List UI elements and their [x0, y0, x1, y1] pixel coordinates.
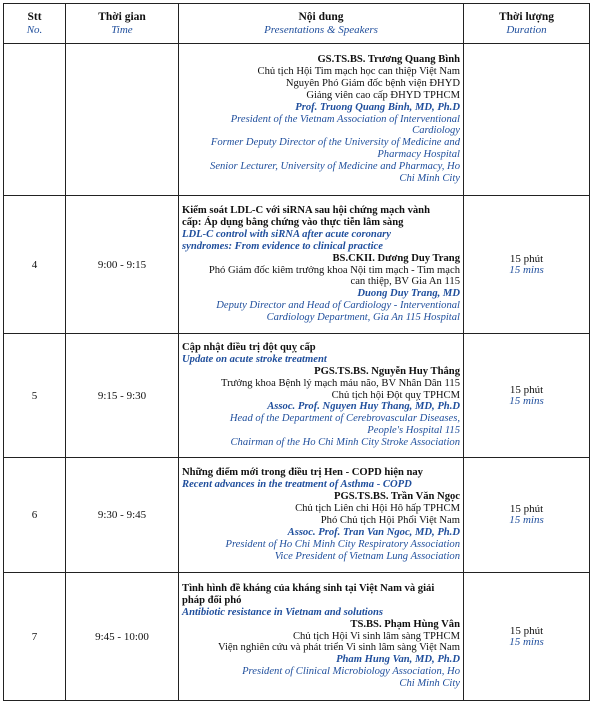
- header-time-vi: Thời gian: [98, 10, 146, 23]
- talk-title-en: LDL-C control with siRNA after acute coronary: [182, 228, 391, 240]
- speaker-name-vi: PGS.TS.BS. Nguyễn Huy Thắng: [314, 365, 460, 377]
- duration-vi: 15 phút: [509, 383, 544, 396]
- row-content: [179, 44, 464, 196]
- duration-vi: 15 phút: [509, 503, 544, 515]
- talk-title-en: Antibiotic resistance in Vietnam and solutions: [182, 606, 384, 618]
- row-time: 9:00 - 9:15: [66, 196, 179, 334]
- row-time: 9:30 - 9:45: [66, 458, 179, 573]
- speaker-role-en: Cardiology Department, Gia An 115 Hospital: [266, 312, 460, 324]
- speaker-name-en: Pham Hung Van, MD, Ph.D: [336, 654, 460, 666]
- speaker-role-en: Senior Lecturer, University of Medicine and Pharmacy, Ho: [210, 161, 460, 173]
- speaker-role-en: Chairman of the Ho Chi Minh City Stroke Association: [230, 437, 460, 449]
- header-content-vi: Nội dung: [298, 10, 344, 23]
- header-time-en: Time: [111, 23, 133, 36]
- row-time: [66, 44, 179, 196]
- speaker-name-en: Duong Duy Trang, MD: [357, 288, 460, 300]
- agenda-row: [4, 196, 590, 334]
- speaker-role-en: Chi Minh City: [399, 173, 460, 185]
- speaker-name-en: Assoc. Prof. Nguyen Huy Thang, MD, Ph.D: [267, 401, 460, 413]
- speaker-role-vi: Chủ tịch Hội Vi sinh lâm sàng TPHCM: [292, 630, 460, 642]
- agenda-row: [4, 573, 590, 701]
- speaker-role-en: Chi Minh City: [399, 678, 460, 690]
- speaker-name-vi: BS.CKII. Dương Duy Trang: [332, 252, 460, 264]
- header-content: [179, 4, 464, 44]
- agenda-row: [4, 458, 590, 573]
- talk-title-vi: Những điểm mới trong điều trị Hen - COPD hiện nay: [182, 467, 423, 479]
- talk-title-en: Recent advances in the treatment of Asthma - COPD: [182, 479, 412, 491]
- speaker-role-en: Head of the Department of Cerebrovascular Diseases,: [229, 413, 460, 425]
- row-number: 7: [4, 573, 66, 701]
- header-duration-en: Duration: [506, 23, 547, 36]
- speaker-role-en: Former Deputy Director of the University of Medicine and: [210, 137, 460, 149]
- duration-en: 15 mins: [509, 514, 544, 526]
- header-row: [4, 4, 590, 44]
- talk-title-vi: pháp đối phó: [182, 594, 242, 606]
- speaker-role-en: Pharmacy Hospital: [377, 149, 460, 161]
- speaker-role-vi: Chủ tịch hội Đột quỵ TPHCM: [331, 389, 460, 401]
- talk-title-vi: Kiểm soát LDL-C với siRNA sau hội chứng mạch vành: [182, 204, 430, 216]
- row-number: 6: [4, 458, 66, 573]
- row-number: 5: [4, 334, 66, 458]
- row-time: 9:15 - 9:30: [66, 334, 179, 458]
- row-duration: [464, 44, 590, 196]
- speaker-name-vi: PGS.TS.BS. Trần Văn Ngọc: [334, 491, 460, 503]
- talk-title-en: Update on acute stroke treatment: [182, 353, 327, 365]
- talk-title-en: syndromes: From evidence to clinical practice: [182, 240, 383, 252]
- speaker-role-en: People's Hospital 115: [367, 425, 460, 437]
- row-content: [179, 573, 464, 701]
- row-duration: [464, 458, 590, 573]
- speaker-role-vi: Giảng viên cao cấp ĐHYD TPHCM: [306, 89, 460, 101]
- agenda-row: [4, 44, 590, 196]
- speaker-role-en: President of Clinical Microbiology Association, Ho: [242, 666, 460, 678]
- row-content: [179, 458, 464, 573]
- header-content-en: Presentations & Speakers: [264, 23, 378, 36]
- agenda-table: [3, 3, 590, 701]
- speaker-role-vi: Phó Giám đốc kiêm trưởng khoa Nội tim mạch - Tim mạch: [208, 264, 460, 276]
- speaker-role-vi: Nguyên Phó Giám đốc bệnh viện ĐHYD: [285, 77, 460, 89]
- speaker-role-vi: Viện nghiên cứu và phát triển Vi sinh lâm sàng Việt Nam: [217, 642, 460, 654]
- duration-en: 15 mins: [509, 263, 544, 276]
- row-content: [179, 196, 464, 334]
- duration-en: 15 mins: [509, 394, 544, 407]
- row-duration: [464, 334, 590, 458]
- speaker-name-en: Assoc. Prof. Tran Van Ngoc, MD, Ph.D: [287, 526, 460, 538]
- header-stt-en: No.: [26, 23, 43, 36]
- speaker-role-vi: Trưởng khoa Bệnh lý mạch máu não, BV Nhân Dân 115: [221, 377, 460, 389]
- row-time: 9:45 - 10:00: [66, 573, 179, 701]
- speaker-role-vi: Chủ tịch Hội Tim mạch học can thiệp Việt Nam: [257, 65, 460, 77]
- agenda-row: [4, 334, 590, 458]
- speaker-role-en: President of the Vietnam Association of Interventional: [230, 113, 460, 125]
- row-duration: [464, 573, 590, 701]
- row-number: [4, 44, 66, 196]
- speaker-role-en: Deputy Director and Head of Cardiology - Interventional: [216, 300, 460, 312]
- row-number: 4: [4, 196, 66, 334]
- talk-title-vi: cấp: Áp dụng bằng chứng vào thực tiễn lâm sàng: [182, 216, 404, 228]
- agenda-body: [4, 44, 590, 701]
- speaker-role-vi: Chủ tịch Liên chi Hội Hô hấp TPHCM: [295, 503, 460, 515]
- header-stt-vi: Stt: [27, 10, 42, 23]
- duration-vi: 15 phút: [509, 624, 544, 637]
- speaker-role-vi: can thiệp, BV Gia An 115: [350, 276, 460, 288]
- speaker-name-en: Prof. Truong Quang Binh, MD, Ph.D: [295, 101, 460, 113]
- row-duration: [464, 196, 590, 334]
- speaker-name-vi: TS.BS. Phạm Hùng Vân: [350, 618, 460, 630]
- speaker-role-en: Vice President of Vietnam Lung Association: [274, 550, 460, 562]
- header-duration: [464, 4, 590, 44]
- row-content: [179, 334, 464, 458]
- speaker-role-en: Cardiology: [412, 125, 460, 137]
- speaker-role-en: President of Ho Chi Minh City Respiratory Association: [225, 538, 460, 550]
- duration-vi: 15 phút: [509, 252, 544, 265]
- talk-title-vi: Cập nhật điều trị đột quỵ cấp: [182, 341, 316, 353]
- speaker-role-vi: Phó Chủ tịch Hội Phổi Việt Nam: [320, 515, 460, 526]
- header-stt: [4, 4, 66, 44]
- speaker-name-vi: GS.TS.BS. Trương Quang Bình: [317, 54, 460, 66]
- header-time: [66, 4, 179, 44]
- talk-title-vi: Tình hình đề kháng của kháng sinh tại Việt Nam và giải: [182, 582, 435, 594]
- duration-en: 15 mins: [509, 635, 544, 648]
- header-duration-vi: Thời lượng: [498, 10, 555, 23]
